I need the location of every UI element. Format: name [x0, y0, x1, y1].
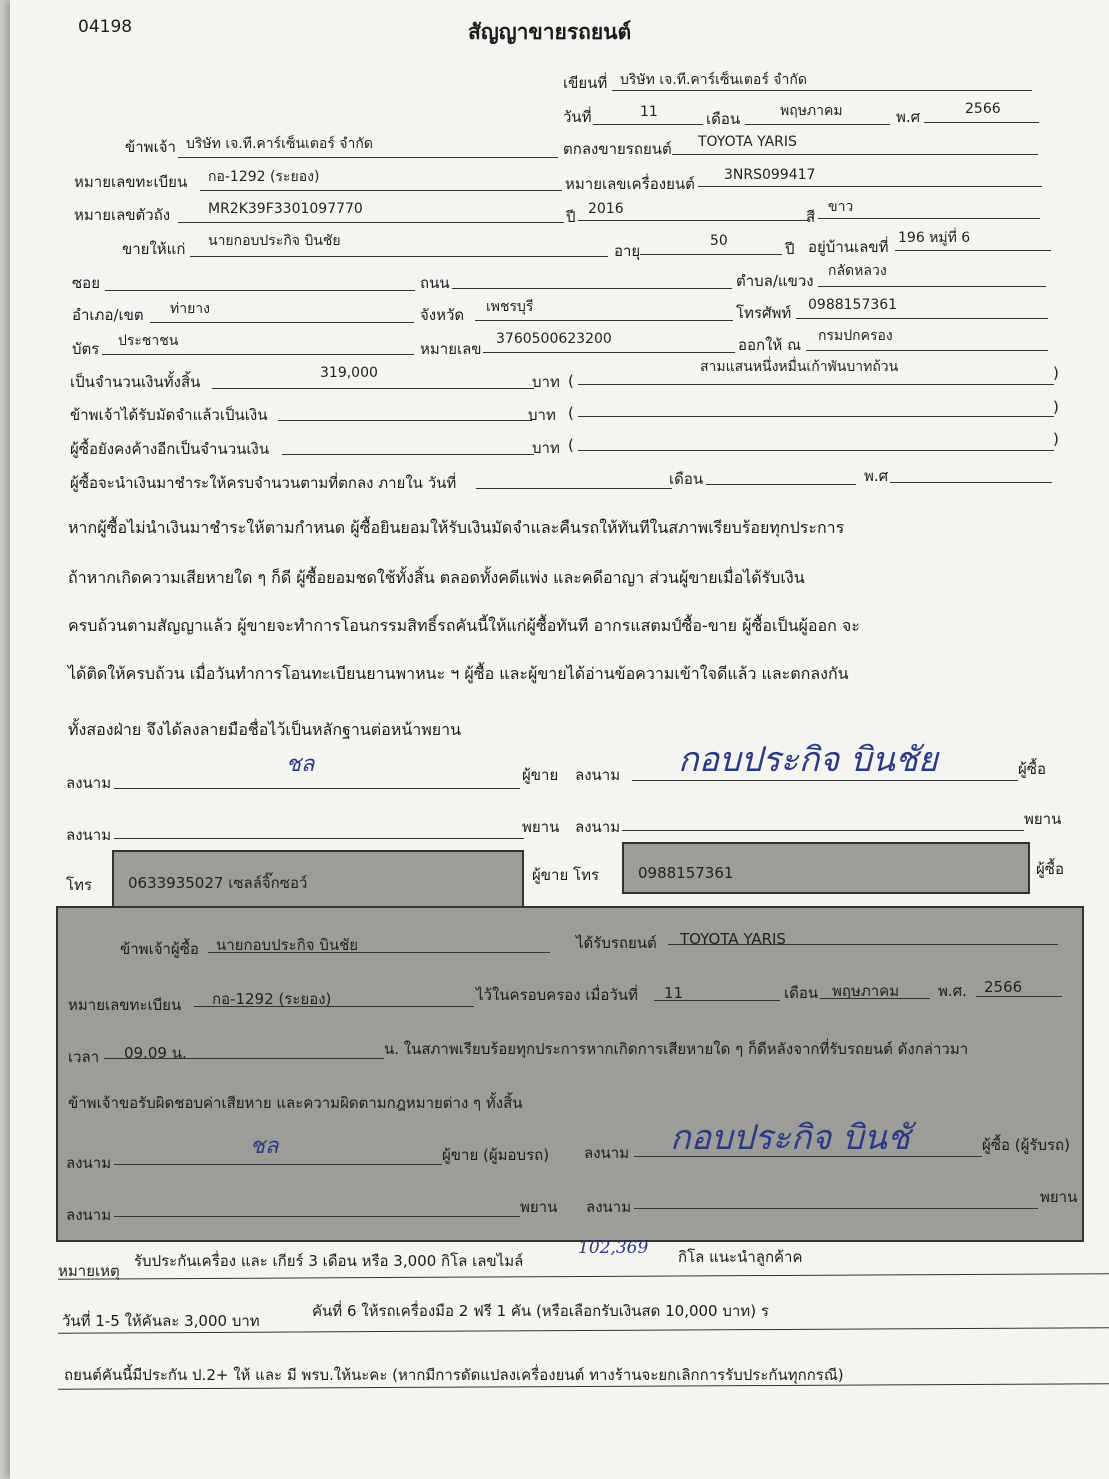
total-words: สามแสนหนึ่งหมื่นเก้าพันบาทถ้วน [700, 359, 899, 375]
receipt-year-label: พ.ศ. [938, 982, 967, 1000]
term-line: ทั้งสองฝ่าย จึงได้ลงลายมือชื่อไว้เป็นหลักฐานต่อหน้าพยาน [68, 720, 462, 739]
card-label: บัตร [72, 340, 100, 358]
buyer-phone-box [622, 842, 1030, 894]
year-label: พ.ศ [896, 108, 921, 126]
agree-sell-label: ตกลงขายรถยนต์ [563, 140, 672, 158]
receipt-month-label: เดือน [784, 984, 819, 1002]
date-day: 11 [640, 104, 658, 120]
receipt-witness-role: พยาน [520, 1198, 558, 1216]
card-type-value: ประชาชน [118, 333, 179, 349]
plate-value: กอ-1292 (ระยอง) [208, 169, 320, 185]
possession-label: ไว้ในครอบครอง เมื่อวันที่ [476, 986, 638, 1004]
amphoe-label: อำเภอ/เขต [72, 306, 144, 324]
province-value: เพชรบุรี [486, 299, 534, 315]
receipt-buyer-value: นายกอบประกิจ บินชัย [216, 936, 359, 954]
time-value: 09.09 น. [124, 1044, 187, 1062]
tambon-label: ตำบล/แขวง [736, 272, 814, 290]
total-value: 319,000 [320, 365, 378, 381]
received-label: ได้รับรถยนต์ [576, 934, 657, 952]
sign-label: ลงนาม [575, 766, 621, 784]
engine-label: หมายเลขเครื่องยนต์ [565, 175, 695, 193]
remarks-line-1: รับประกันเครื่อง และ เกียร์ 3 เดือน หรือ 3,000 กิโล เลขไมล์ [134, 1252, 524, 1270]
time-label: เวลา [68, 1048, 100, 1066]
receipt-plate-value: กอ-1292 (ระยอง) [212, 990, 332, 1008]
contract-page: 04198 สัญญาขายรถยนต์ เขียนที่ บริษัท เจ.ที.คาร์เซ็นเตอร์ จำกัด วันที่ 11 เดือน พฤษภาคม พ.ศ 2566 ข้าพเจ้า บริษัท เจ.ที.คาร์เซ็นเตอร์ จำกัด ตกลงขายรถยนต์ TOYOTA YARIS หมายเลขทะเบียน กอ-1292 (ระยอง) หมายเลขเครื่องยนต์ 3NRS099417 หมายเลขตัวถัง MR2K39F3301097770 ปี 2016 สี ขาว ขายให้แก่ นายกอบประกิจ บินชัย อายุ 50 ปี อยู่บ้านเลขที่ 196 หมู่ที่ 6 ซอย ถนน ตำบล/แขวง กลัดหลวง อำเภอ/เขต ท่ายาง จังหวัด เพชรบุรี โทรศัพท์ 0988157361 บัตร ประชาชน หมายเลข 3760500623200 ออกให้ ณ กรมปกครอง เป็นจำนวนเงินทั้งสิ้น 319,000 บาท ( สามแสนหนึ่งหมื่นเก้าพันบาทถ้วน ) ข้าพเจ้าได้รับมัดจำแล้วเป็นเงิน บาท ( ) ผู้ซื้อยังคงค้างอีกเป็นจำนวนเงิน บาท ( ) ผู้ซื้อจะนำเงินมาชำระให้ครบจำนวนตามที่ตกลง ภายใน วันที่ เดือน พ.ศ หากผู้ซื้อไม่นำเงินมาชำระให้ตามกำหนด ผู้ซื้อยินยอมให้รับเงินมัดจำและคืนรถให้ทันทีในสภาพเรียบร้อยทุกประการ ถ้าหากเกิดความเสียหายใด ๆ ก็ดี ผู้ซื้อยอมชดใช้ทั้งสิ้น ตลอดทั้งคดีแพ่ง และคดีอาญา ส่วนผู้ขายเมื่อได้รับเงิน ครบถ้วนตามสัญญาแล้ว ผู้ขายจะทำการโอนกรรมสิทธิ์รถคันนี้ให้แก่ผู้ซื้อทันที อากรแสตมป์ซื้อ-ขาย ผู้ซื้อเป็นผู้ออก จะ ได้ติดให้ครบถ้วน เมื่อวันทำการโอนทะเบียนยานพาหนะ ฯ ผู้ซื้อ และผู้ขายได้อ่านข้อความเข้าใจดีแล้ว และตกลงกัน ทั้งสองฝ่าย จึงได้ลงลายมือชื่อไว้เป็นหลักฐานต่อหน้าพยาน ลงนาม ชล ผู้ขาย ลงนาม กอบประกิจ บินชัย ผู้ซื้อ ลงนาม พยาน ลงนาม พยาน โทร 0633935027 เซลล์จิ๊กซอว์ ผู้ขาย โทร 0988157361 ผู้ซื้อ ข้าพเจ้าผู้ซื้อ นายกอบประกิจ บินชัย ได้รับรถยนต์ TOYOTA YARIS หมายเลขทะเบียน กอ-1292 (ระยอง) ไว้ในครอบครอง เมื่อวันที่ 11 เดือน พฤษภาคม พ.ศ. 2566 เวลา 09.09 น. น. ในสภาพเรียบร้อยทุกประการหากเกิดการเสียหายใด ๆ ก็ดีหลังจากที่รับรถยนต์ ดังกล่าวมา ข้าพเจ้าขอรับผิดชอบค่าเสียหาย และความผิดตามกฎหมายต่าง ๆ ทั้งสิ้น ลงนาม ชล ผู้ขาย (ผู้มอบรถ) ลงนาม กอบประกิจ บินชั ผู้ซื้อ (ผู้รับรถ) ลงนาม พยาน ลงนาม พยาน หมายเหตุ รับประกันเครื่อง และ เกียร์ 3 เดือน หรือ 3,000 กิโล เลขไมล์ 102,369 กิโล แนะนำลูกค้าค วันที่ 1-5 ให้คันละ 3,000 บาท คันที่ 6 ให้รถเครื่องมือ 2 ฟรี 1 คัน (หรือเลือกรับเงินสด 10,000 บาท) ร ถยนต์คันนี้มีประกัน ป.2+ ให้ และ มี พรบ.ให้นะคะ (หากมีการดัดแปลงเครื่องยนต์ ทางร้านจะยกเลิกการรับประกันทุกกรณี) [10, 0, 1109, 1479]
color-label: สี [806, 208, 816, 226]
sign-label: ลงนาม [66, 774, 112, 792]
road-label: ถนน [420, 274, 450, 292]
remarks-line-3: ถยนต์คันนี้มีประกัน ป.2+ ให้ และ มี พรบ.ให้นะคะ (หากมีการดัดแปลงเครื่องยนต์ ทางร้านจะยกเลิกการรับประกันทุกกรณี) [64, 1366, 844, 1384]
remaining-label: ผู้ซื้อยังคงค้างอีกเป็นจำนวนเงิน [70, 440, 270, 458]
receipt-witness-role: พยาน [1040, 1188, 1078, 1206]
amphoe-value: ท่ายาง [170, 301, 210, 317]
receipt-seller-role: ผู้ขาย (ผู้มอบรถ) [442, 1146, 550, 1164]
liability-text: ข้าพเจ้าขอรับผิดชอบค่าเสียหาย และความผิดตามกฎหมายต่าง ๆ ทั้งสิ้น [68, 1094, 523, 1112]
issued-label: ออกให้ ณ [738, 336, 801, 354]
buyer-phone-value: 0988157361 [638, 864, 734, 882]
phone-value: 0988157361 [808, 297, 898, 313]
total-baht: บาท [532, 373, 560, 391]
deposit-label: ข้าพเจ้าได้รับมัดจำแล้วเป็นเงิน [70, 406, 268, 424]
sign-label: ลงนาม [584, 1144, 630, 1162]
chassis-value: MR2K39F3301097770 [208, 201, 363, 217]
written-at-label: เขียนที่ [563, 74, 608, 92]
term-line: หากผู้ซื้อไม่นำเงินมาชำระให้ตามกำหนด ผู้ซื้อยินยอมให้รับเงินมัดจำและคืนรถให้ทันทีในสภาพเรียบร้อยทุกประการ [68, 518, 845, 537]
car-model-value: TOYOTA YARIS [698, 134, 797, 150]
plate-label: หมายเลขทะเบียน [74, 173, 188, 191]
receipt-buyer-signature: กอบประกิจ บินชั [670, 1118, 910, 1158]
witness-role: พยาน [1024, 810, 1062, 828]
receipt-day: 11 [664, 984, 684, 1002]
term-line: ถ้าหากเกิดความเสียหายใด ๆ ก็ดี ผู้ซื้อยอมชดใช้ทั้งสิ้น ตลอดทั้งคดีแพ่ง และคดีอาญา ส่วนผู้ขายเมื่อได้รับเงิน [68, 568, 805, 587]
remarks-line-1-end: กิโล แนะนำลูกค้าค [678, 1248, 803, 1266]
total-label: เป็นจำนวนเงินทั้งสิ้น [70, 373, 201, 391]
seller-phone-box [112, 850, 524, 910]
receipt-car-model: TOYOTA YARIS [680, 930, 786, 948]
date-label: วันที่ [563, 108, 592, 126]
soi-label: ซอย [72, 274, 100, 292]
age-value: 50 [710, 233, 728, 249]
province-label: จังหวัด [420, 306, 465, 324]
receipt-month: พฤษภาคม [832, 982, 900, 1000]
buyer-role: ผู้ซื้อ [1018, 760, 1046, 778]
buyer-role: ผู้ซื้อ [1036, 860, 1064, 878]
sign-label: ลงนาม [66, 826, 112, 844]
witness-role: พยาน [522, 818, 560, 836]
term-line: ได้ติดให้ครบถ้วน เมื่อวันทำการโอนทะเบียนยานพาหนะ ฯ ผู้ซื้อ และผู้ขายได้อ่านข้อความเข้าใจดีแล้ว และตกลงกัน [68, 664, 849, 683]
deposit-baht: บาท [528, 406, 556, 424]
written-at-value: บริษัท เจ.ที.คาร์เซ็นเตอร์ จำกัด [620, 72, 807, 88]
sign-label: ลงนาม [575, 818, 621, 836]
seller-role: ผู้ขาย [522, 766, 559, 784]
age-label: อายุ [614, 242, 641, 260]
phone-label: โทร [66, 876, 93, 894]
seller-phone-role: ผู้ขาย โทร [532, 866, 600, 884]
age-unit: ปี [785, 240, 795, 258]
remarks-label: หมายเหตุ [58, 1262, 120, 1280]
receipt-box [56, 906, 1084, 1242]
sign-label: ลงนาม [586, 1198, 632, 1216]
sign-label: ลงนาม [66, 1206, 112, 1224]
card-number-label: หมายเลข [420, 340, 482, 358]
receipt-seller-signature: ชล [250, 1134, 279, 1159]
seller-value: บริษัท เจ.ที.คาร์เซ็นเตอร์ จำกัด [186, 136, 373, 152]
document-title: สัญญาขายรถยนต์ [468, 20, 632, 44]
phone-label: โทรศัพท์ [736, 304, 792, 322]
receipt-buyer-label: ข้าพเจ้าผู้ซื้อ [120, 940, 199, 958]
address-value: 196 หมู่ที่ 6 [898, 230, 971, 246]
term-line: ครบถ้วนตามสัญญาแล้ว ผู้ขายจะทำการโอนกรรมสิทธิ์รถคันนี้ให้แก่ผู้ซื้อทันที อากรแสตมป์ซื้อ-ขาย ผู้ซื้อเป็นผู้ออก จะ [68, 616, 860, 635]
condition-text: น. ในสภาพเรียบร้อยทุกประการหากเกิดการเสียหายใด ๆ ก็ดีหลังจากที่รับรถยนต์ ดังกล่าวมา [384, 1040, 969, 1058]
chassis-label: หมายเลขตัวถัง [74, 206, 171, 224]
engine-value: 3NRS099417 [724, 167, 816, 183]
date-year: 2566 [965, 101, 1001, 117]
address-label: อยู่บ้านเลขที่ [808, 238, 889, 256]
receipt-year: 2566 [984, 978, 1023, 996]
pay-by-year-label: พ.ศ [864, 467, 889, 485]
seller-label: ข้าพเจ้า [125, 138, 176, 156]
car-year-label: ปี [566, 208, 576, 226]
seller-signature: ชล [286, 752, 315, 777]
pay-by-month-label: เดือน [669, 470, 704, 488]
seller-phone-value: 0633935027 เซลล์จิ๊กซอว์ [128, 874, 308, 892]
issued-value: กรมปกครอง [818, 328, 893, 344]
receipt-buyer-role: ผู้ซื้อ (ผู้รับรถ) [982, 1136, 1070, 1154]
receipt-plate-label: หมายเลขทะเบียน [68, 996, 182, 1014]
card-number-value: 3760500623200 [496, 331, 612, 347]
remarks-line-2a: วันที่ 1-5 ให้คันละ 3,000 บาท [62, 1312, 260, 1330]
remaining-baht: บาท [532, 439, 560, 457]
color-value: ขาว [828, 199, 854, 215]
pay-by-label: ผู้ซื้อจะนำเงินมาชำระให้ครบจำนวนตามที่ตกลง ภายใน วันที่ [70, 474, 457, 492]
buyer-signature: กอบประกิจ บินชัย [678, 740, 938, 780]
month-label: เดือน [706, 110, 741, 128]
buyer-value: นายกอบประกิจ บินชัย [208, 233, 341, 249]
document-number: 04198 [78, 17, 133, 37]
remarks-line-2b: คันที่ 6 ให้รถเครื่องมือ 2 ฟรี 1 คัน (หรือเลือกรับเงินสด 10,000 บาท) ร [312, 1302, 769, 1320]
buyer-label: ขายให้แก่ [122, 240, 186, 258]
mileage-value: 102,369 [578, 1238, 649, 1258]
car-year-value: 2016 [588, 201, 624, 217]
sign-label: ลงนาม [66, 1154, 112, 1172]
date-month: พฤษภาคม [780, 103, 843, 119]
tambon-value: กลัดหลวง [828, 263, 887, 279]
